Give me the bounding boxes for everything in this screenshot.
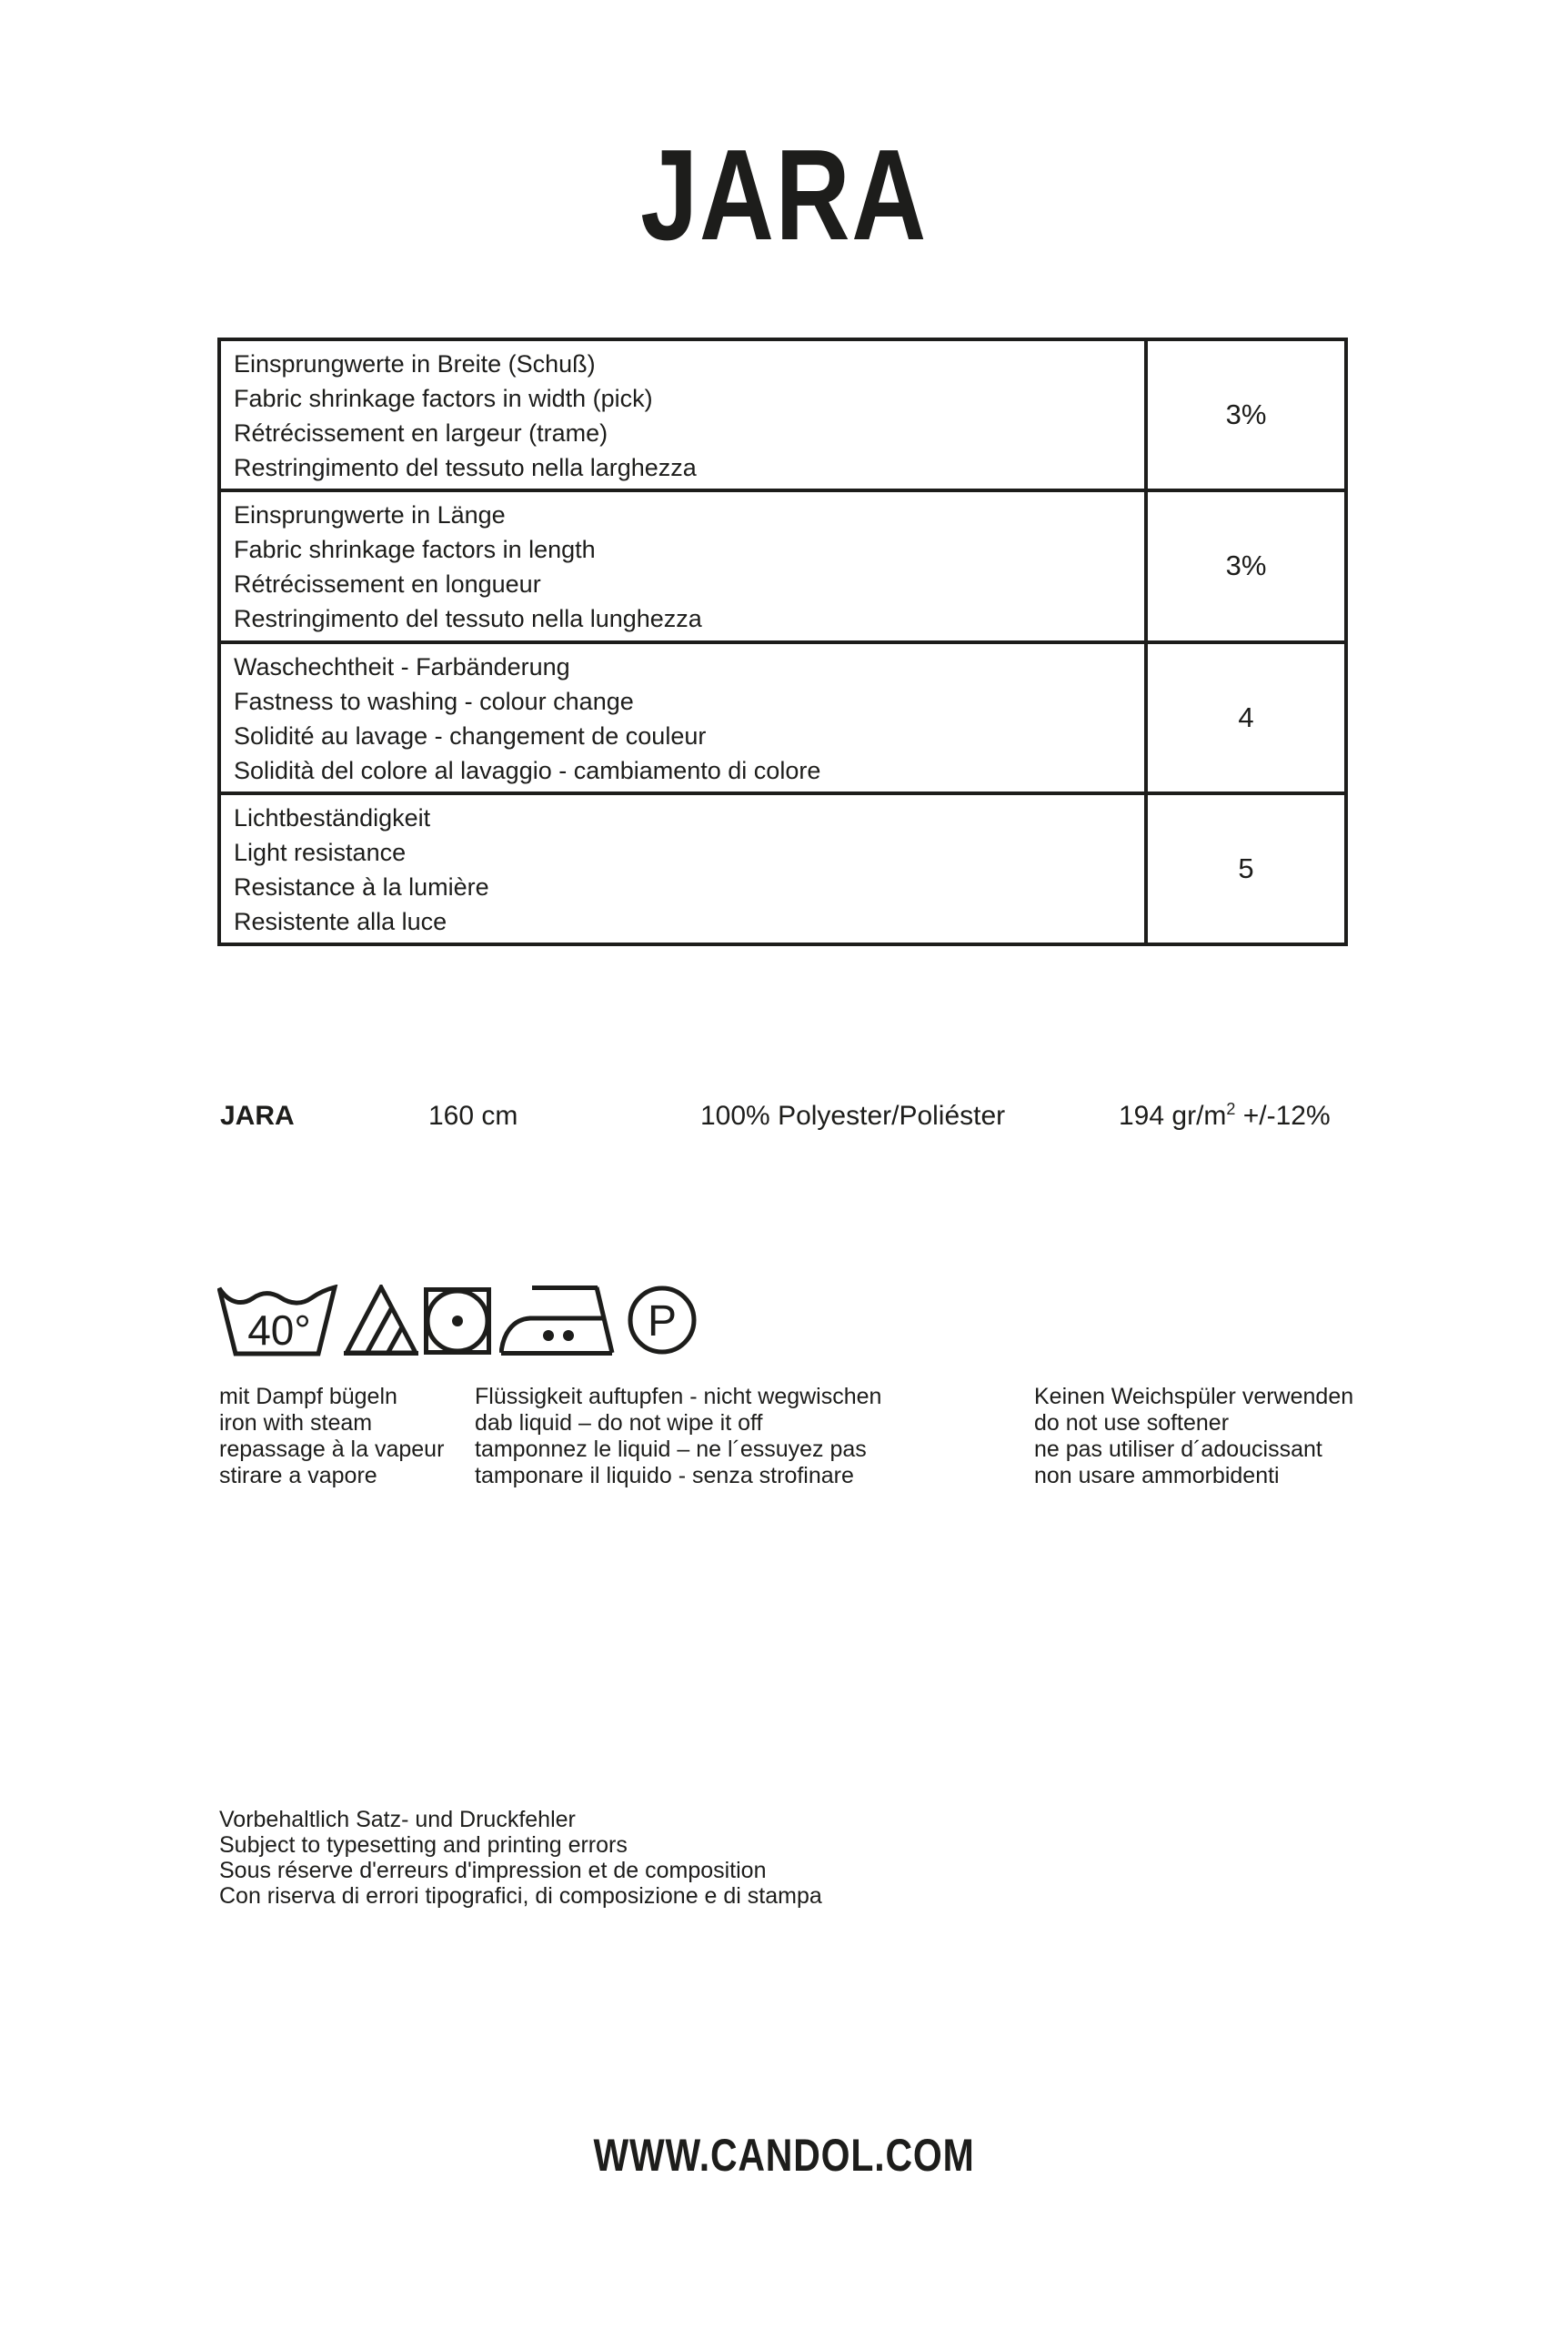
care-line-en: iron with steam [219, 1410, 373, 1436]
superscript-2: 2 [1226, 1100, 1236, 1118]
spec-table [217, 338, 1348, 946]
table-row-shrinkage-width [221, 341, 1344, 489]
spec-line-fr: Solidité au lavage - changement de couleur [234, 721, 707, 750]
disclaimer-line-en: Subject to typesetting and printing errors [219, 1832, 628, 1858]
table-row-light-resistance [221, 791, 1344, 943]
footer-url: WWW.CANDOL.COM [593, 2130, 975, 2181]
spec-line-fr: Resistance à la lumière [234, 872, 489, 901]
spec-line-fr: Rétrécissement en longueur [234, 570, 541, 599]
care-line-it: non usare ammorbidenti [1034, 1463, 1280, 1488]
wash-40-icon [217, 1285, 338, 1357]
spec-description-cell [221, 795, 1144, 943]
disclaimer-line-fr: Sous réserve d'erreurs d'impression et de composition [219, 1858, 767, 1883]
spec-line-de: Lichtbeständigkeit [234, 803, 431, 832]
care-line-en: do not use softener [1034, 1410, 1230, 1436]
care-line-fr: ne pas utiliser d´adoucissant [1034, 1437, 1322, 1462]
spec-description-cell [221, 341, 1144, 489]
tumble-dry-one-dot-icon [424, 1287, 491, 1355]
table-row-shrinkage-length [221, 489, 1344, 640]
care-line-de: mit Dampf bügeln [219, 1384, 397, 1409]
care-line-it: stirare a vapore [219, 1463, 377, 1488]
product-name: JARA [220, 1101, 295, 1131]
spec-line-en: Fabric shrinkage factors in width (pick) [234, 385, 653, 412]
care-line-fr: repassage à la vapeur [219, 1437, 445, 1462]
product-width: 160 cm [428, 1101, 518, 1131]
spec-line-en: Fastness to washing - colour change [234, 687, 634, 715]
dry-clean-letter: P [647, 1297, 678, 1346]
table-row-wash-fastness [221, 640, 1344, 791]
iron-two-dots-icon [499, 1285, 615, 1356]
dry-clean-p-icon [628, 1285, 697, 1355]
care-line-it: tamponare il liquido - senza strofinare [475, 1463, 854, 1488]
care-line-de: Keinen Weichspüler verwenden [1034, 1384, 1354, 1409]
wash-temp-label: 40° [247, 1306, 311, 1354]
spec-line-it: Resistente alla luce [234, 907, 447, 935]
care-column-iron-steam [219, 1384, 444, 1489]
spec-value-cell: 5 [1144, 795, 1344, 943]
disclaimer-line-de: Vorbehaltlich Satz- und Druckfehler [219, 1807, 576, 1832]
spec-value-cell: 4 [1144, 644, 1344, 791]
care-column-dab-liquid [475, 1384, 881, 1489]
spec-line-it: Restringimento del tessuto nella larghezza [234, 454, 697, 481]
spec-line-it: Restringimento del tessuto nella lunghezza [234, 605, 702, 633]
spec-description-cell [221, 492, 1144, 640]
spec-line-en: Light resistance [234, 838, 407, 866]
care-line-en: dab liquid – do not wipe it off [475, 1410, 763, 1436]
spec-line-en: Fabric shrinkage factors in length [234, 536, 596, 564]
spec-description-cell [221, 644, 1144, 791]
spec-line-de: Einsprungwerte in Breite (Schuß) [234, 350, 596, 378]
spec-line-de: Einsprungwerte in Länge [234, 501, 506, 529]
care-line-fr: tamponnez le liquid – ne l´essuyez pas [475, 1437, 867, 1462]
care-column-no-softener [1034, 1384, 1353, 1489]
non-chlorine-bleach-icon [344, 1285, 418, 1357]
page-title: JARA [640, 123, 928, 267]
spec-value-cell: 3% [1144, 341, 1344, 489]
product-weight: 194 $gr/m^2 +/-12\%$ [1119, 1100, 1331, 1131]
product-composition: 100% Polyester/Poliéster [700, 1101, 1006, 1131]
disclaimer [219, 1807, 822, 1909]
spec-line-fr: Rétrécissement en largeur (trame) [234, 419, 608, 447]
disclaimer-line-it: Con riserva di errori tipografici, di composizione e di stampa [219, 1883, 822, 1909]
spec-line-de: Waschechtheit - Farbänderung [234, 652, 570, 681]
care-line-de: Flüssigkeit auftupfen - nicht wegwischen [475, 1384, 882, 1409]
spec-value-cell: 3% [1144, 492, 1344, 640]
spec-line-it: Solidità del colore al lavaggio - cambiamento di colore [234, 756, 821, 784]
